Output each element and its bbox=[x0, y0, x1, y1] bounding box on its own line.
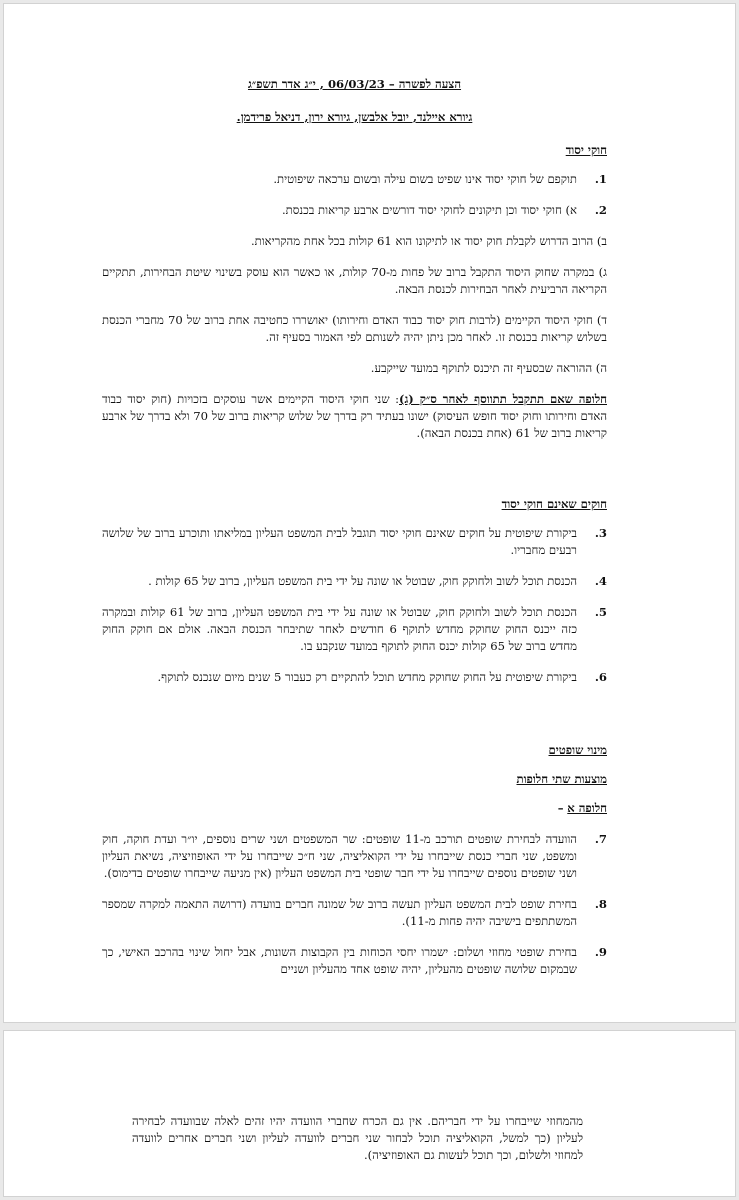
document-title: הצעה לפשרה – 06/03/23 , י״ג אדר תשפ״ג bbox=[247, 77, 462, 91]
clause-text: ביקורת שיפוטית על חוקים שאינם חוקי יסוד תוגבל לבית המשפט העליון במליאתו ותוכרע ברוב של שלושה רבעים מחבריו. bbox=[102, 526, 577, 557]
subclause-b: ב) הרוב הדרוש לקבלת חוק יסוד או לתיקונו הוא 61 קולות בכל אחת מהקריאות. bbox=[250, 234, 607, 248]
clause-number: 2. bbox=[594, 203, 607, 217]
continuation-paragraph: מהמחוזי שייבחרו על ידי חבריהם. אין גם הכרח שחברי הוועדה יהיו זהים לאלה שבוועדה לבחירה לעליון (כך למשל, הקואליציה תוכל לבחור שני חברים לוועדה לעליון ושני חברים אחרים לוועדה למחוזי ולשלום, וכך תוכל לעשות גם האופוזיציה). bbox=[132, 1114, 584, 1162]
clause-text: ביקורת שיפוטית על החוק שחוקק מחדש תוכל להתקיים רק כעבור 5 שנים מיום שנכנס לתוקף. bbox=[157, 670, 577, 684]
alternative-a-heading bbox=[102, 800, 607, 817]
clause-5 bbox=[102, 604, 607, 655]
spacer bbox=[102, 700, 607, 742]
clause-number: 4. bbox=[594, 574, 607, 588]
clause-8 bbox=[102, 896, 607, 930]
clause-text: בחירת שופטי מחוזי ושלום: ישמרו יחסי הכוחות בין הקבוצות השונות, אבל יחול שינוי בהרכב האישי, כך שבמקום שלושה שופטים מהעליון, יהיה שופט אחד מהעליון ושניים bbox=[102, 945, 577, 976]
clause-text: א) חוקי יסוד וכן תיקונים לחוקי יסוד דורשים ארבע קריאות בכנסת. bbox=[281, 203, 577, 217]
clause-6 bbox=[102, 669, 607, 686]
clause-text: הכנסת תוכל לשוב ולחוקק חוק, שבוטל או שונה על ידי בית המשפט העליון, ברוב של 61 קולות ובמקרה כזה ייכנס החוק שחוקק מחדש לתוקף 6 חודשים לאחר שתיבחר הכנסת הבאה. אולם אם חוקק החוק מחדש ברוב של 65 קולות יכנס החוק לתוקף במועד שנקבע בו. bbox=[102, 605, 577, 653]
clause-number: 9. bbox=[594, 945, 607, 959]
clause-text: תוקפם של חוקי יסוד אינו שפיט בשום עילה ובשום ערכאה שיפוטית. bbox=[273, 172, 577, 186]
alternative-a-label: חלופה א bbox=[567, 801, 607, 815]
clause-number: 7. bbox=[594, 832, 607, 846]
alternative-a-dash: – bbox=[557, 801, 564, 815]
document-page-1 bbox=[3, 3, 736, 1023]
subclause-e: ה) ההוראה שבסעיף זה תיכנס לתוקף במועד שייקבע. bbox=[370, 361, 607, 375]
spacer bbox=[102, 456, 607, 496]
clause-text: בחירת שופט לבית המשפט העליון תעשה ברוב של שמונה חברים בוועדה (דרושה התאמה למקרה שמספר המשתתפים בישיבה יהיה פחות מ-11). bbox=[102, 897, 577, 928]
alternative-text: : שני חוקי היסוד הקיימים אשר עוסקים בזכויות (חוק יסוד כבוד האדם וחירותו וחוק יסוד חופש העיסוק) ישונו בעתיד רק בדרך של שלוש קריאות ברוב של 70 ולא בדרך של ארבע קריאות ברוב של 61 (אחת בכנסת הבאה). bbox=[102, 392, 607, 440]
clause-number: 8. bbox=[594, 897, 607, 911]
subheading-two-alternatives: מוצעות שתי חלופות bbox=[516, 772, 607, 786]
alternative-paragraph bbox=[102, 391, 607, 442]
page-2-content bbox=[132, 1113, 583, 1178]
section-heading-judges: מינוי שופטים bbox=[548, 743, 607, 757]
section-heading-basic-laws: חוקי יסוד bbox=[565, 143, 607, 157]
clause-3 bbox=[102, 525, 607, 559]
clause-number: 6. bbox=[594, 670, 607, 684]
clause-number: 1. bbox=[594, 172, 607, 186]
clause-9 bbox=[102, 944, 607, 978]
document-authors: גיורא איילנד, יובל אלבשן, גיורא ירון, דניאל פרידמן. bbox=[236, 110, 473, 124]
alternative-label: חלופה שאם תתקבל תתווסף לאחר ס״ק (ג) bbox=[399, 392, 607, 406]
subclause-d: ד) חוקי היסוד הקיימים (לרבות חוק יסוד כבוד האדם וחירותו) יאושררו כחטיבה אחת ברוב של 70 מחברי הכנסת בשלוש קריאות בכנסת זו. לאחר מכן ניתן יהיה לשנותם לפי האמור בסעיף זה. bbox=[102, 313, 607, 344]
document-page-2 bbox=[3, 1030, 736, 1197]
page-1-content bbox=[102, 76, 607, 992]
clause-4 bbox=[102, 573, 607, 590]
clause-number: 5. bbox=[594, 605, 607, 619]
clause-text: הוועדה לבחירת שופטים תורכב מ-11 שופטים: שר המשפטים ושני שרים נוספים, יו״ר ועדת חוקה, חוק ומשפט, שני חברי כנסת שייבחרו על ידי הקואליציה, שני ח״כ שייבחרו על ידי האופוזיציה, נשיאת העליון ושני שופטים נוספים שייבחרו על ידי חבר שופטי בית המשפט העליון (אין מניעה שייבחרו שופטים בדימוס). bbox=[102, 832, 577, 880]
subclause-c: ג) במקרה שחוק היסוד התקבל ברוב של פחות מ-70 קולות, או כאשר הוא עוסק בשינוי שיטת הבחירות, תתקיים הקריאה הרביעית לאחר הבחירות לכנסת הבאה. bbox=[102, 265, 607, 296]
clause-2 bbox=[102, 202, 607, 219]
clause-7 bbox=[102, 831, 607, 882]
clause-number: 3. bbox=[594, 526, 607, 540]
section-heading-non-basic-laws: חוקים שאינם חוקי יסוד bbox=[501, 497, 607, 511]
clause-1 bbox=[102, 171, 607, 188]
clause-text: הכנסת תוכל לשוב ולחוקק חוק, שבוטל או שונה על ידי בית המשפט העליון, ברוב של 65 קולות . bbox=[148, 574, 577, 588]
